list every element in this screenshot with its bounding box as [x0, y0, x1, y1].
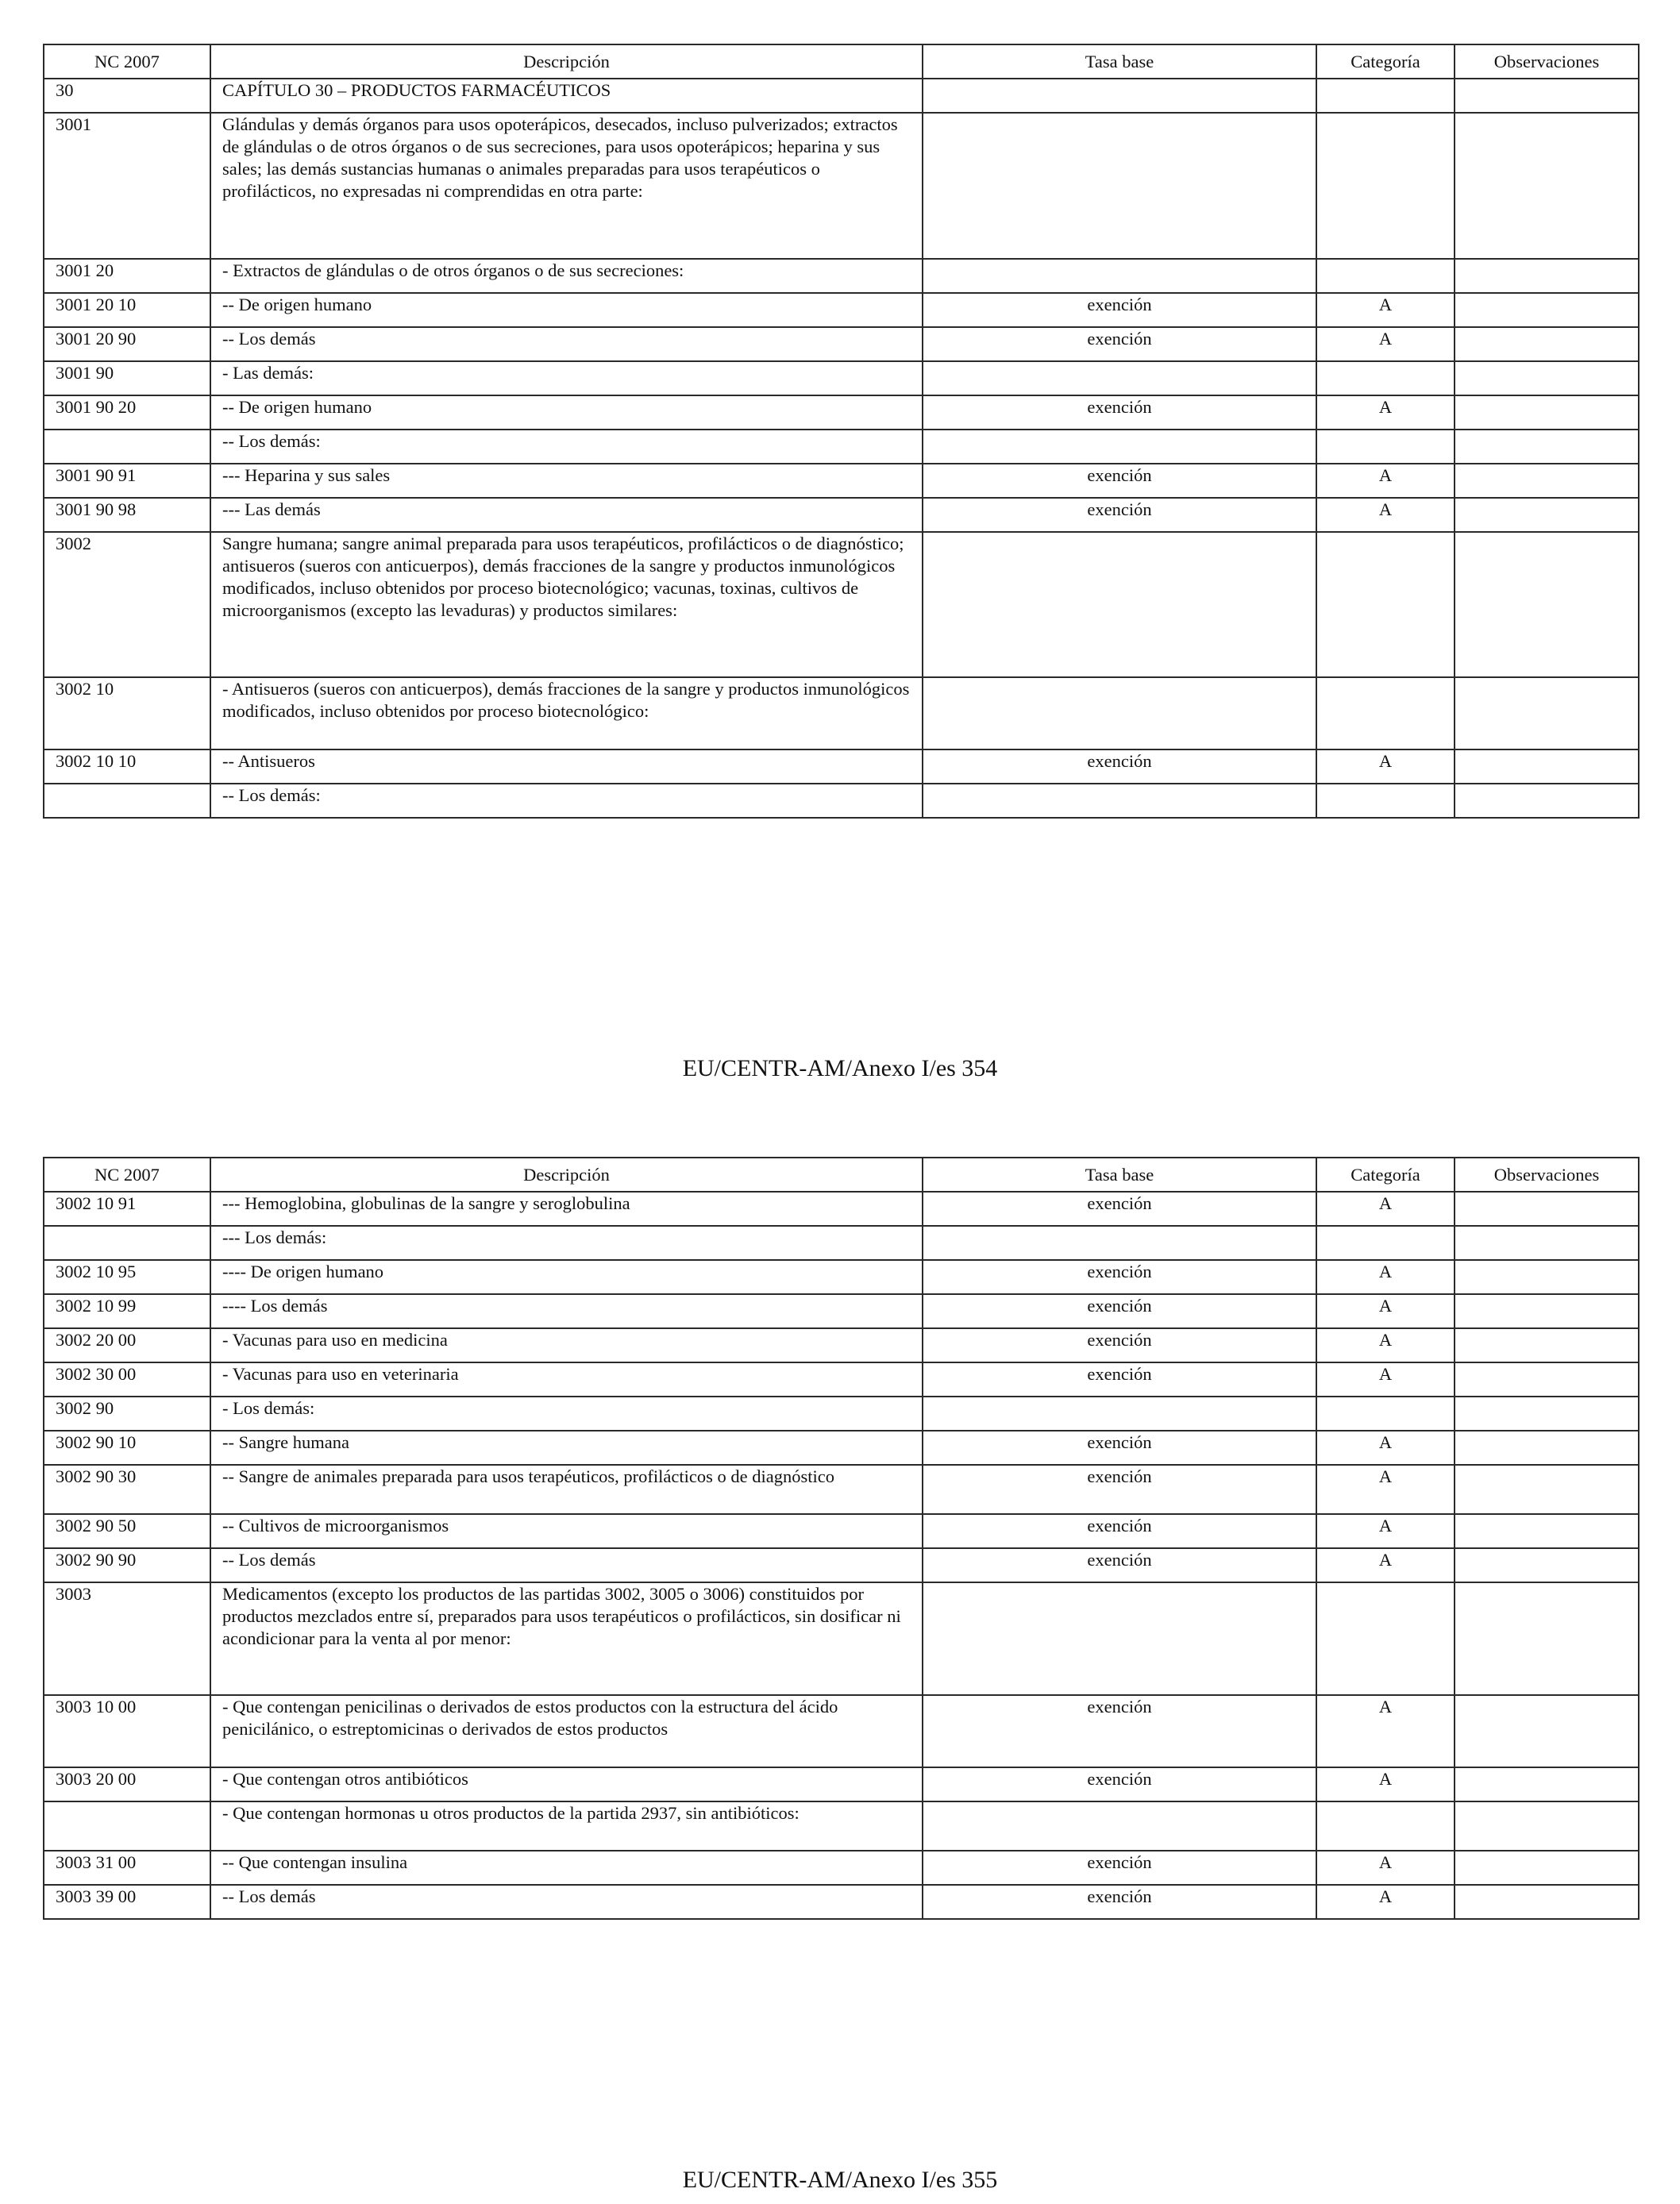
cell-code: 3003 31 00: [44, 1851, 210, 1885]
cell-description: -- Los demás:: [210, 784, 923, 818]
cell-description: CAPÍTULO 30 – PRODUCTOS FARMACÉUTICOS: [210, 79, 923, 113]
cell-code: 3002 10: [44, 677, 210, 749]
cell-remarks: [1455, 1192, 1639, 1226]
table-row: [44, 677, 1639, 749]
cell-code: 3002 90: [44, 1397, 210, 1431]
cell-remarks: [1455, 1294, 1639, 1328]
cell-rate: exención: [923, 1695, 1316, 1767]
cell-description: --- Hemoglobina, globulinas de la sangre y seroglobulina: [210, 1192, 923, 1226]
cell-category: [1316, 784, 1455, 818]
table-row: [44, 1885, 1639, 1919]
cell-rate: [923, 1226, 1316, 1260]
cell-rate: exención: [923, 395, 1316, 430]
cell-description: - Que contengan otros antibióticos: [210, 1767, 923, 1801]
cell-category: A: [1316, 1767, 1455, 1801]
cell-remarks: [1455, 395, 1639, 430]
table-row: [44, 1260, 1639, 1294]
cell-description: - Vacunas para uso en veterinaria: [210, 1362, 923, 1397]
table-row: [44, 1192, 1639, 1226]
table-row: [44, 1548, 1639, 1582]
cell-remarks: [1455, 1767, 1639, 1801]
cell-code: [44, 784, 210, 818]
table-row: [44, 464, 1639, 498]
cell-rate: exención: [923, 1260, 1316, 1294]
cell-category: A: [1316, 395, 1455, 430]
table-row: [44, 361, 1639, 395]
cell-rate: exención: [923, 1431, 1316, 1465]
table-row: [44, 1582, 1639, 1695]
table-row: [44, 1801, 1639, 1851]
cell-code: 3002 10 91: [44, 1192, 210, 1226]
cell-description: Medicamentos (excepto los productos de las partidas 3002, 3005 o 3006) constituidos por productos mezclados entre sí, preparados para usos terapéuticos o profilácticos, sin dosificar ni acondicionar para la venta al por menor:: [210, 1582, 923, 1695]
cell-rate: [923, 677, 1316, 749]
cell-remarks: [1455, 259, 1639, 293]
cell-remarks: [1455, 361, 1639, 395]
tariff-table-page-355: [43, 1157, 1640, 1920]
cell-code: 3002 90 90: [44, 1548, 210, 1582]
cell-remarks: [1455, 1695, 1639, 1767]
cell-code: 3001 90 20: [44, 395, 210, 430]
cell-code: 3003 20 00: [44, 1767, 210, 1801]
table-row: [44, 79, 1639, 113]
cell-rate: [923, 430, 1316, 464]
cell-description: --- Las demás: [210, 498, 923, 532]
cell-remarks: [1455, 1397, 1639, 1431]
cell-code: 3001 20 10: [44, 293, 210, 327]
cell-category: A: [1316, 498, 1455, 532]
cell-description: -- Antisueros: [210, 749, 923, 784]
header-category: Categoría: [1316, 44, 1455, 79]
cell-description: -- Los demás:: [210, 430, 923, 464]
cell-description: --- Heparina y sus sales: [210, 464, 923, 498]
cell-remarks: [1455, 749, 1639, 784]
cell-remarks: [1455, 293, 1639, 327]
cell-description: -- Los demás: [210, 327, 923, 361]
cell-code: 3003 39 00: [44, 1885, 210, 1919]
header-description: Descripción: [210, 44, 923, 79]
cell-rate: exención: [923, 1885, 1316, 1919]
cell-remarks: [1455, 1465, 1639, 1514]
cell-description: Glándulas y demás órganos para usos opoterápicos, desecados, incluso pulverizados; extractos de glándulas o de otros órganos o de sus secreciones, para usos opoterápicos; heparina y sus sales; las demás sustancias humanas o animales preparadas para usos terapéuticos o profilácticos, no expresadas ni comprendidas en otra parte:: [210, 113, 923, 259]
cell-rate: exención: [923, 1328, 1316, 1362]
cell-remarks: [1455, 1548, 1639, 1582]
cell-description: - Vacunas para uso en medicina: [210, 1328, 923, 1362]
cell-remarks: [1455, 784, 1639, 818]
header-remarks: Observaciones: [1455, 1158, 1639, 1192]
cell-rate: [923, 361, 1316, 395]
cell-description: -- De origen humano: [210, 395, 923, 430]
cell-rate: [923, 784, 1316, 818]
cell-rate: exención: [923, 1294, 1316, 1328]
cell-code: [44, 430, 210, 464]
cell-remarks: [1455, 79, 1639, 113]
cell-remarks: [1455, 1260, 1639, 1294]
cell-category: A: [1316, 1362, 1455, 1397]
cell-remarks: [1455, 1226, 1639, 1260]
cell-code: 3003 10 00: [44, 1695, 210, 1767]
table-row: [44, 749, 1639, 784]
table-row: [44, 1767, 1639, 1801]
cell-category: A: [1316, 1514, 1455, 1548]
cell-category: A: [1316, 327, 1455, 361]
cell-remarks: [1455, 1431, 1639, 1465]
table-row: [44, 113, 1639, 259]
cell-rate: [923, 532, 1316, 677]
table-row: [44, 1851, 1639, 1885]
cell-description: ---- Los demás: [210, 1294, 923, 1328]
header-code: NC 2007: [44, 44, 210, 79]
cell-description: - Las demás:: [210, 361, 923, 395]
cell-remarks: [1455, 1801, 1639, 1851]
cell-remarks: [1455, 532, 1639, 677]
cell-category: [1316, 1397, 1455, 1431]
table-row: [44, 1362, 1639, 1397]
table-row: [44, 430, 1639, 464]
cell-description: - Que contengan hormonas u otros productos de la partida 2937, sin antibióticos:: [210, 1801, 923, 1851]
cell-code: [44, 1801, 210, 1851]
cell-category: A: [1316, 1260, 1455, 1294]
cell-rate: [923, 79, 1316, 113]
cell-category: A: [1316, 464, 1455, 498]
cell-rate: [923, 259, 1316, 293]
header-code: NC 2007: [44, 1158, 210, 1192]
cell-category: [1316, 1582, 1455, 1695]
cell-category: A: [1316, 1294, 1455, 1328]
cell-code: 3002 90 10: [44, 1431, 210, 1465]
cell-category: A: [1316, 1328, 1455, 1362]
cell-code: 3002 10 99: [44, 1294, 210, 1328]
cell-description: -- Los demás: [210, 1885, 923, 1919]
cell-code: 3001 90 91: [44, 464, 210, 498]
cell-remarks: [1455, 327, 1639, 361]
table-row: [44, 1226, 1639, 1260]
cell-category: [1316, 1801, 1455, 1851]
table-row: [44, 1294, 1639, 1328]
table-row: [44, 1431, 1639, 1465]
table-row: [44, 1397, 1639, 1431]
cell-description: -- Que contengan insulina: [210, 1851, 923, 1885]
table-row: [44, 293, 1639, 327]
cell-rate: exención: [923, 293, 1316, 327]
cell-description: --- Los demás:: [210, 1226, 923, 1260]
cell-category: A: [1316, 749, 1455, 784]
cell-category: [1316, 113, 1455, 259]
cell-category: A: [1316, 1695, 1455, 1767]
table-row: [44, 1514, 1639, 1548]
cell-code: 3002 10 95: [44, 1260, 210, 1294]
cell-description: - Los demás:: [210, 1397, 923, 1431]
header-category: Categoría: [1316, 1158, 1455, 1192]
cell-description: -- De origen humano: [210, 293, 923, 327]
cell-category: [1316, 361, 1455, 395]
header-description: Descripción: [210, 1158, 923, 1192]
cell-remarks: [1455, 113, 1639, 259]
cell-remarks: [1455, 1582, 1639, 1695]
cell-category: [1316, 1226, 1455, 1260]
cell-remarks: [1455, 1885, 1639, 1919]
cell-description: - Que contengan penicilinas o derivados de estos productos con la estructura del ácido penicilánico, o estreptomicinas o derivados de estos productos: [210, 1695, 923, 1767]
cell-code: 3001: [44, 113, 210, 259]
cell-category: A: [1316, 293, 1455, 327]
cell-description: ---- De origen humano: [210, 1260, 923, 1294]
table-header-row: [44, 44, 1639, 79]
cell-code: 3002 90 50: [44, 1514, 210, 1548]
cell-description: -- Sangre de animales preparada para usos terapéuticos, profilácticos o de diagnóstico: [210, 1465, 923, 1514]
table-row: [44, 259, 1639, 293]
cell-code: 3002 90 30: [44, 1465, 210, 1514]
cell-rate: exención: [923, 1548, 1316, 1582]
cell-code: 3003: [44, 1582, 210, 1695]
cell-rate: exención: [923, 1767, 1316, 1801]
cell-description: - Antisueros (sueros con anticuerpos), demás fracciones de la sangre y productos inmunológicos modificados, incluso obtenidos por proceso biotecnológico:: [210, 677, 923, 749]
cell-code: [44, 1226, 210, 1260]
cell-remarks: [1455, 430, 1639, 464]
cell-category: A: [1316, 1851, 1455, 1885]
cell-rate: exención: [923, 327, 1316, 361]
cell-rate: [923, 113, 1316, 259]
cell-rate: [923, 1582, 1316, 1695]
cell-category: A: [1316, 1431, 1455, 1465]
page-reference-354: EU/CENTR-AM/Anexo I/es 354: [682, 1055, 998, 1081]
cell-description: -- Los demás: [210, 1548, 923, 1582]
cell-category: [1316, 79, 1455, 113]
cell-code: 3002: [44, 532, 210, 677]
table-header-row: [44, 1158, 1639, 1192]
cell-code: 3001 20: [44, 259, 210, 293]
cell-rate: exención: [923, 1465, 1316, 1514]
cell-rate: exención: [923, 498, 1316, 532]
cell-description: -- Sangre humana: [210, 1431, 923, 1465]
cell-category: [1316, 677, 1455, 749]
cell-category: A: [1316, 1192, 1455, 1226]
cell-code: 30: [44, 79, 210, 113]
cell-rate: exención: [923, 1514, 1316, 1548]
cell-remarks: [1455, 1851, 1639, 1885]
cell-code: 3001 90: [44, 361, 210, 395]
cell-remarks: [1455, 1328, 1639, 1362]
cell-remarks: [1455, 1514, 1639, 1548]
page-reference-355: EU/CENTR-AM/Anexo I/es 355: [682, 2167, 998, 2193]
cell-code: 3001 90 98: [44, 498, 210, 532]
tariff-table-page-354: [43, 44, 1640, 819]
header-remarks: Observaciones: [1455, 44, 1639, 79]
table-row: [44, 498, 1639, 532]
cell-remarks: [1455, 1362, 1639, 1397]
table-row: [44, 784, 1639, 818]
cell-remarks: [1455, 677, 1639, 749]
header-rate: Tasa base: [923, 44, 1316, 79]
cell-rate: exención: [923, 749, 1316, 784]
table-row: [44, 532, 1639, 677]
cell-rate: exención: [923, 1362, 1316, 1397]
cell-rate: [923, 1801, 1316, 1851]
cell-rate: exención: [923, 464, 1316, 498]
cell-description: -- Cultivos de microorganismos: [210, 1514, 923, 1548]
cell-code: 3001 20 90: [44, 327, 210, 361]
table-row: [44, 1328, 1639, 1362]
cell-code: 3002 10 10: [44, 749, 210, 784]
cell-code: 3002 20 00: [44, 1328, 210, 1362]
cell-category: A: [1316, 1885, 1455, 1919]
cell-category: A: [1316, 1465, 1455, 1514]
table-row: [44, 1695, 1639, 1767]
table-row: [44, 327, 1639, 361]
cell-rate: exención: [923, 1192, 1316, 1226]
header-rate: Tasa base: [923, 1158, 1316, 1192]
cell-description: Sangre humana; sangre animal preparada para usos terapéuticos, profilácticos o de diagnóstico; antisueros (sueros con anticuerpos), demás fracciones de la sangre y productos inmunológicos modificados, incluso obtenidos por proceso biotecnológico; vacunas, toxinas, cultivos de microorganismos (excepto las levaduras) y productos similares:: [210, 532, 923, 677]
cell-category: A: [1316, 1548, 1455, 1582]
cell-description: - Extractos de glándulas o de otros órganos o de sus secreciones:: [210, 259, 923, 293]
cell-rate: [923, 1397, 1316, 1431]
cell-category: [1316, 430, 1455, 464]
cell-remarks: [1455, 464, 1639, 498]
cell-rate: exención: [923, 1851, 1316, 1885]
table-row: [44, 1465, 1639, 1514]
cell-remarks: [1455, 498, 1639, 532]
cell-code: 3002 30 00: [44, 1362, 210, 1397]
cell-category: [1316, 532, 1455, 677]
table-row: [44, 395, 1639, 430]
cell-category: [1316, 259, 1455, 293]
